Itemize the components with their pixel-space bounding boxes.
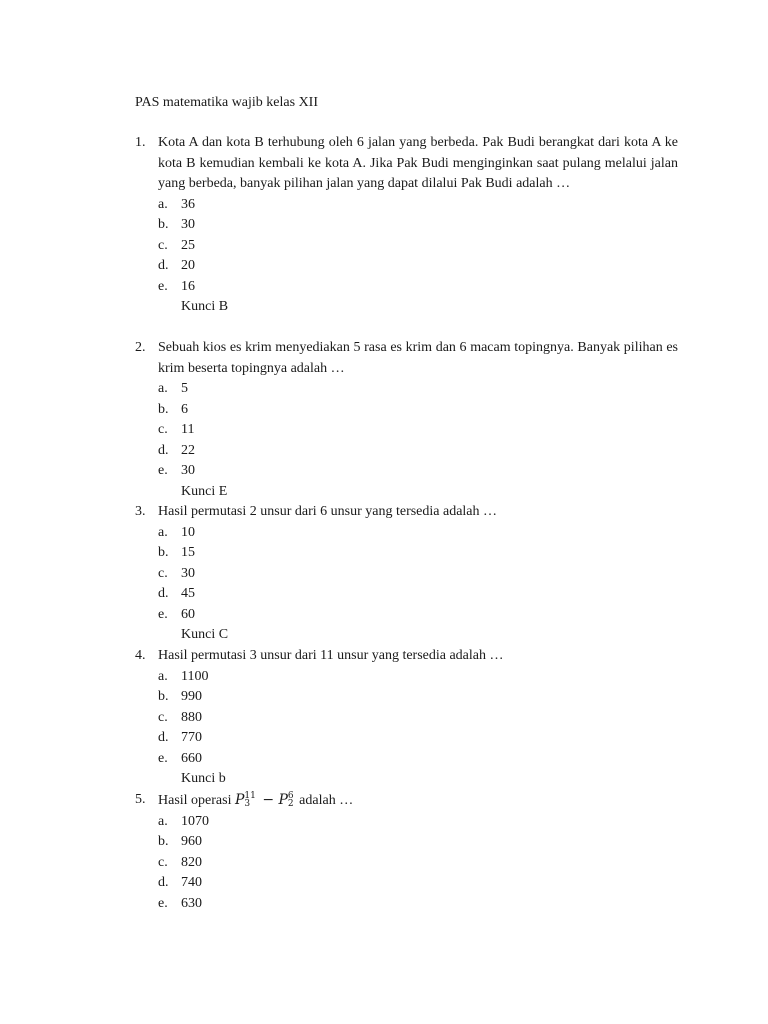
option-letter: a. — [158, 668, 168, 684]
permutation-expression — [235, 792, 296, 808]
option-letter: a. — [158, 524, 168, 540]
option-letter: d. — [158, 875, 169, 890]
question-number: 5. — [135, 792, 146, 807]
option-value: 740 — [181, 875, 202, 890]
option-value: 660 — [181, 750, 202, 766]
option-a — [158, 523, 678, 544]
question-text: Sebuah kios es krim menyediakan 5 rasa es krim dan 6 macam topingnya. Banyak pilihan es krim beserta topingnya adalah … — [158, 340, 678, 376]
option-b — [158, 215, 678, 236]
option-value: 30 — [181, 217, 195, 232]
option-d — [158, 728, 678, 749]
math-symbol: P — [234, 792, 245, 808]
answer-key: Kunci B — [181, 299, 229, 314]
option-letter: e. — [158, 463, 168, 478]
question-text-suffix: adalah … — [299, 793, 354, 808]
option-letter: e. — [158, 606, 168, 622]
math-indices — [288, 792, 294, 808]
option-c — [158, 236, 678, 257]
math-indices — [244, 792, 255, 808]
question-number: 1. — [135, 135, 146, 150]
option-e — [158, 461, 678, 482]
math-sub: 2 — [287, 799, 294, 809]
option-letter: c. — [158, 854, 168, 870]
question-number: 3. — [135, 504, 146, 519]
math-sub: 3 — [244, 799, 251, 809]
option-b — [158, 687, 678, 708]
question-4 — [135, 646, 678, 790]
option-e — [158, 894, 678, 915]
option-value: 60 — [181, 606, 195, 622]
math-symbol: P — [278, 792, 288, 808]
option-letter: e. — [158, 278, 168, 294]
option-d — [158, 441, 678, 462]
answer-key: Kunci C — [181, 627, 229, 642]
question-5 — [135, 790, 678, 914]
option-c — [158, 708, 678, 729]
option-value: 11 — [181, 422, 195, 437]
option-value: 20 — [181, 258, 195, 273]
option-c — [158, 564, 678, 585]
question-text — [158, 790, 678, 812]
option-value: 880 — [181, 709, 202, 725]
option-letter: d. — [158, 730, 169, 745]
option-e — [158, 605, 678, 626]
option-letter: c. — [158, 709, 168, 725]
option-c — [158, 853, 678, 874]
option-e — [158, 749, 678, 770]
option-d — [158, 256, 678, 277]
option-letter: b. — [158, 689, 169, 704]
option-letter: d. — [158, 586, 169, 601]
option-value: 25 — [181, 237, 195, 253]
question-text-prefix: Hasil operasi — [158, 793, 232, 808]
option-letter: c. — [158, 237, 168, 253]
question-text: Hasil permutasi 3 unsur dari 11 unsur yang tersedia adalah … — [158, 648, 504, 663]
option-letter: a. — [158, 196, 168, 212]
option-value: 770 — [181, 730, 202, 745]
option-value: 1100 — [181, 668, 209, 684]
option-letter: a. — [158, 381, 168, 396]
option-value: 960 — [181, 834, 202, 849]
option-value: 30 — [181, 565, 195, 581]
option-d — [158, 584, 678, 605]
question-number: 2. — [135, 340, 146, 355]
question-number: 4. — [135, 648, 146, 663]
option-value: 16 — [181, 278, 195, 294]
option-b — [158, 400, 678, 421]
answer-key: Kunci b — [181, 771, 226, 786]
question-3 — [135, 502, 678, 646]
option-a — [158, 379, 678, 400]
option-letter: b. — [158, 545, 169, 560]
question-1 — [135, 133, 678, 318]
option-value: 15 — [181, 545, 195, 560]
option-value: 45 — [181, 586, 195, 601]
option-b — [158, 832, 678, 853]
option-a — [158, 812, 678, 833]
math-sup: 11 — [244, 791, 256, 801]
option-letter: a. — [158, 813, 168, 829]
option-value: 30 — [181, 463, 195, 478]
option-c — [158, 420, 678, 441]
option-letter: b. — [158, 401, 169, 417]
option-letter: e. — [158, 895, 168, 911]
option-e — [158, 277, 678, 298]
option-letter: b. — [158, 834, 169, 849]
math-sup: 6 — [287, 791, 294, 801]
option-value: 820 — [181, 854, 202, 870]
option-value: 5 — [181, 381, 188, 396]
math-operator: − — [262, 792, 275, 808]
option-value: 22 — [181, 442, 195, 458]
answer-key: Kunci E — [181, 483, 228, 499]
option-letter: d. — [158, 442, 169, 458]
option-letter: b. — [158, 217, 169, 232]
question-text: Hasil permutasi 2 unsur dari 6 unsur yang tersedia adalah … — [158, 504, 498, 519]
option-letter: c. — [158, 422, 168, 437]
question-text: Kota A dan kota B terhubung oleh 6 jalan yang berbeda. Pak Budi berangkat dari kota A ke kota B kemudian kembali ke kota A. Jika Pak Budi menginginkan saat pulang melalui jalan yang berbeda, banyak pilihan jalan yang dapat dilalui Pak Budi adalah … — [158, 135, 678, 191]
option-letter: c. — [158, 565, 168, 581]
option-b — [158, 543, 678, 564]
option-value: 36 — [181, 196, 195, 212]
option-letter: e. — [158, 750, 168, 766]
option-value: 990 — [181, 689, 202, 704]
question-2 — [135, 338, 678, 502]
option-value: 1070 — [181, 813, 209, 829]
option-letter: d. — [158, 258, 169, 273]
option-value: 630 — [181, 895, 202, 911]
option-a — [158, 667, 678, 688]
option-d — [158, 873, 678, 894]
option-value: 10 — [181, 524, 195, 540]
option-a — [158, 195, 678, 216]
option-value: 6 — [181, 401, 188, 417]
document-title: PAS matematika wajib kelas XII — [135, 95, 319, 110]
